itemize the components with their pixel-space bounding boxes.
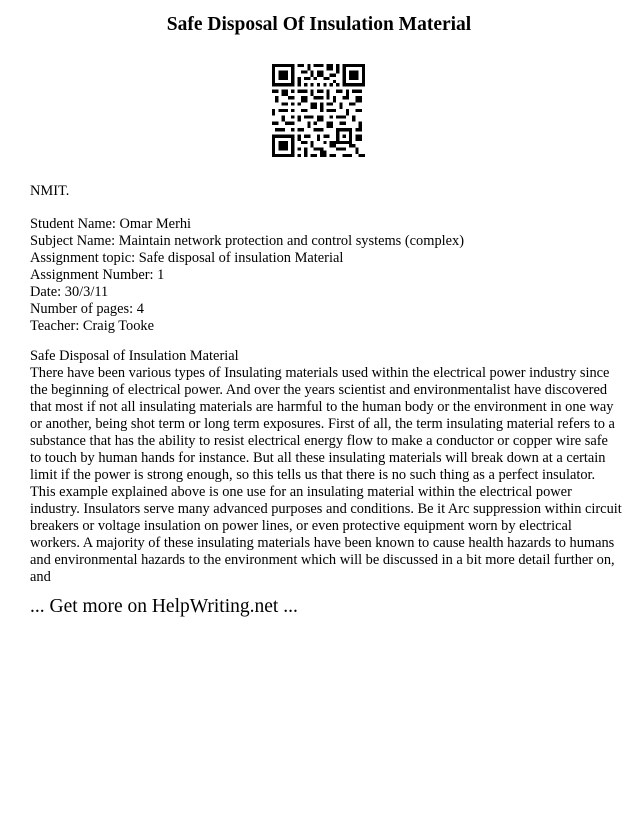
essay-line: This example explained above is one use for an insulating material within the electrical power [30,484,572,500]
essay-line: or another, being shot term or long term exposures. First of all, the term insulating material refers to a [30,416,615,432]
student-name-line: Student Name: Omar Merhi [30,216,192,232]
essay-line: There have been various types of Insulating materials used within the electrical power industry since [30,365,610,381]
teacher-line: Teacher: Craig Tooke [30,318,154,334]
qr-code-icon [272,64,365,157]
assignment-details [30,216,610,335]
organization-line: NMIT. [30,183,70,199]
subject-name-line: Subject Name: Maintain network protection and control systems (complex) [30,233,465,249]
essay-body [30,348,622,586]
get-more-link[interactable]: ... Get more on HelpWriting.net ... [30,596,298,617]
essay-heading: Safe Disposal of Insulation Material [30,348,239,364]
essay-line: that most if not all insulating materials are harmful to the human body or the environment in one way [30,399,614,415]
essay-line: and [30,569,51,585]
essay-line: limit if the power is strong enough, so this tells us that there is no such thing as a perfect insulator. [30,467,596,483]
essay-line: workers. A majority of these insulating materials have been known to cause health hazards to humans [30,535,615,551]
assignment-topic-line: Assignment topic: Safe disposal of insulation Material [30,250,344,266]
essay-line: breakers or voltage insulation on power lines, or even protective equipment worn by electrical [30,518,572,534]
essay-line: to touch by human hands for instance. But all these insulating materials will break down at a certain [30,450,606,466]
essay-line: industry. Insulators serve many advanced purposes and conditions. Be it Arc suppression within circuit [30,501,622,517]
essay-line: the beginning of electrical power. And over the years scientist and environmentalist have discovered [30,382,608,398]
page-title: Safe Disposal Of Insulation Material [166,14,472,35]
date-line: Date: 30/3/11 [30,284,109,300]
assignment-number-line: Assignment Number: 1 [30,267,165,283]
essay-line: substance that has the ability to resist electrical energy flow to make a conductor or copper wire safe [30,433,608,449]
essay-line: and environmental hazards to the environment which will be discussed in a bit more detail further on, [30,552,615,568]
page-count-line: Number of pages: 4 [30,301,144,317]
